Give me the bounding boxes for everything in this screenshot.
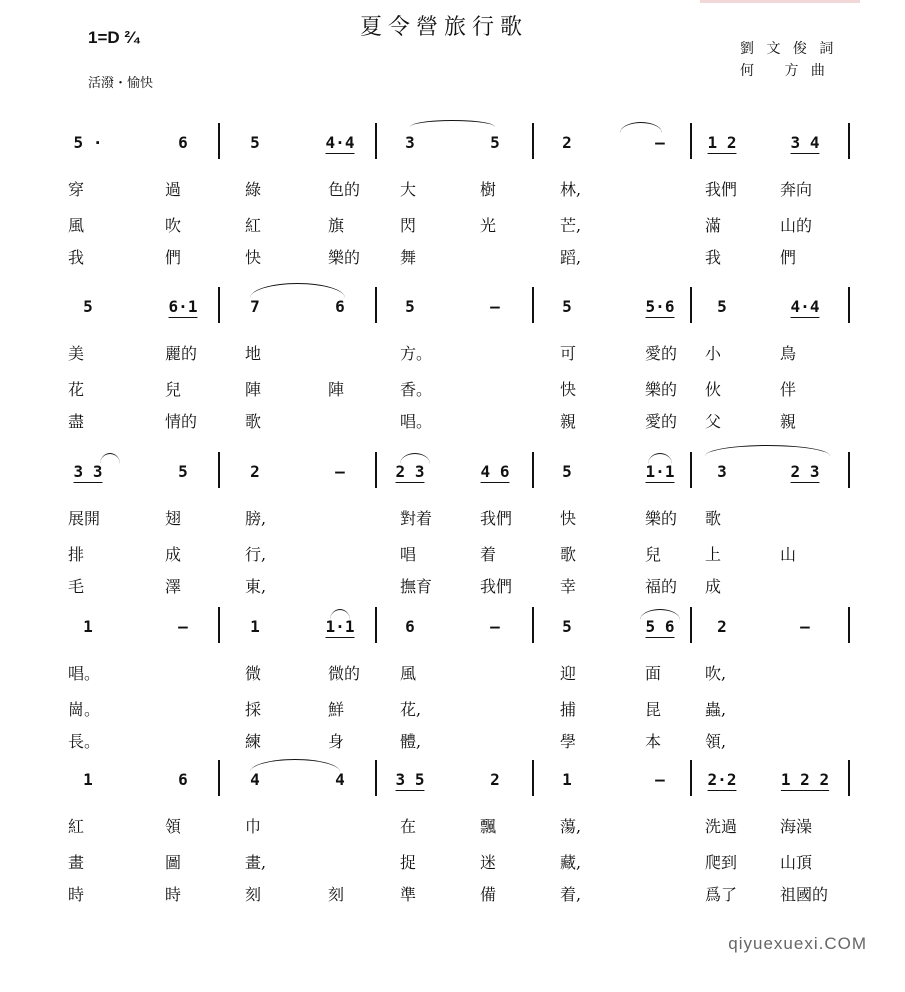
tempo-marking: 活潑・愉快 xyxy=(88,76,154,91)
slur-mark xyxy=(250,759,340,772)
lyric-syllable: 快 xyxy=(245,248,262,267)
lyric-syllable: 唱。 xyxy=(400,412,433,431)
lyric-syllable: 身 xyxy=(328,732,345,751)
note: 3 xyxy=(405,133,415,152)
lyric-syllable: 山頂 xyxy=(780,853,813,872)
note: 5 xyxy=(83,297,93,316)
lyric-syllable: 紅 xyxy=(68,817,85,836)
note: — xyxy=(800,617,810,636)
slur-mark xyxy=(100,453,120,464)
barline xyxy=(218,607,220,643)
lyric-syllable: 山的 xyxy=(780,216,813,235)
lyric-syllable: 綠 xyxy=(245,180,262,199)
lyric-syllable: 我們 xyxy=(705,180,738,199)
lyric-syllable: 上 xyxy=(705,545,722,564)
lyric-syllable: 我們 xyxy=(480,509,513,528)
lyric-syllable: 樂的 xyxy=(645,380,678,399)
lyric-syllable: 展開 xyxy=(68,509,101,528)
lyric-syllable: 大 xyxy=(400,180,417,199)
lyric-syllable: 爲了 xyxy=(705,885,738,904)
barline xyxy=(848,287,850,323)
lyric-syllable: 巾 xyxy=(245,817,262,836)
lyric-syllable: 歌 xyxy=(705,509,722,528)
composer-credit: 何 方 曲 xyxy=(740,63,829,79)
note: 5 xyxy=(562,617,572,636)
lyric-syllable: 蟲, xyxy=(705,700,727,719)
lyric-syllable: 兒 xyxy=(165,380,182,399)
note: 3 4 xyxy=(790,133,820,152)
barline xyxy=(532,607,534,643)
lyric-syllable: 們 xyxy=(165,248,182,267)
note: 2 xyxy=(490,770,500,789)
lyric-syllable: 花 xyxy=(68,380,85,399)
note: 2·2 xyxy=(707,770,737,789)
lyric-syllable: 領, xyxy=(705,732,727,751)
lyric-syllable: 山 xyxy=(780,545,797,564)
note: 1·1 xyxy=(325,617,355,636)
lyric-syllable: 樂的 xyxy=(328,248,361,267)
lyric-syllable: 伙 xyxy=(705,380,722,399)
note: 2 3 xyxy=(790,462,820,481)
lyric-syllable: 陣 xyxy=(328,380,345,399)
lyric-syllable: 捉 xyxy=(400,853,417,872)
slur-mark xyxy=(250,283,345,298)
note: 2 xyxy=(562,133,572,152)
note: 7 xyxy=(250,297,260,316)
note: 4·4 xyxy=(790,297,820,316)
lyric-syllable: 毛 xyxy=(68,577,85,596)
slur-mark xyxy=(410,120,495,127)
lyric-syllable: 吹 xyxy=(165,216,182,235)
lyric-syllable: 圖 xyxy=(165,853,182,872)
lyric-syllable: 膀, xyxy=(245,509,267,528)
slur-mark xyxy=(400,453,430,464)
lyric-syllable: 閃 xyxy=(400,216,417,235)
lyric-syllable: 親 xyxy=(780,412,797,431)
barline xyxy=(218,452,220,488)
note: 5 · xyxy=(73,133,103,152)
lyric-syllable: 東, xyxy=(245,577,267,596)
lyric-syllable: 捕 xyxy=(560,700,577,719)
slur-mark xyxy=(330,609,350,620)
note: 5 xyxy=(562,297,572,316)
note: 5 xyxy=(562,462,572,481)
barline xyxy=(848,607,850,643)
lyric-syllable: 刻 xyxy=(328,885,345,904)
lyric-syllable: 飄 xyxy=(480,817,497,836)
slur-mark xyxy=(620,122,662,133)
lyric-syllable: 愛的 xyxy=(645,412,678,431)
note: 6 xyxy=(335,297,345,316)
lyric-syllable: 紅 xyxy=(245,216,262,235)
barline xyxy=(375,287,377,323)
lyric-syllable: 色的 xyxy=(328,180,361,199)
lyric-syllable: 歌 xyxy=(245,412,262,431)
note: — xyxy=(655,770,665,789)
lyric-syllable: 麗的 xyxy=(165,344,198,363)
lyric-syllable: 迎 xyxy=(560,664,577,683)
lyric-syllable: 對着 xyxy=(400,509,433,528)
barline xyxy=(690,760,692,796)
lyric-syllable: 奔向 xyxy=(780,180,813,199)
lyric-syllable: 爬到 xyxy=(705,853,738,872)
note: 3 xyxy=(717,462,727,481)
note: — xyxy=(655,133,665,152)
lyric-syllable: 洗過 xyxy=(705,817,738,836)
lyric-syllable: 迷 xyxy=(480,853,497,872)
lyric-syllable: 海澡 xyxy=(780,817,813,836)
lyric-syllable: 香。 xyxy=(400,380,433,399)
lyric-syllable: 快 xyxy=(560,380,577,399)
barline xyxy=(848,123,850,159)
lyric-syllable: 風 xyxy=(400,664,417,683)
barline xyxy=(532,760,534,796)
lyric-syllable: 澤 xyxy=(165,577,182,596)
lyric-syllable: 芒, xyxy=(560,216,582,235)
lyric-syllable: 備 xyxy=(480,885,497,904)
barline xyxy=(532,123,534,159)
lyric-syllable: 舞 xyxy=(400,248,417,267)
lyric-syllable: 我 xyxy=(68,248,85,267)
note: 5 xyxy=(178,462,188,481)
note: — xyxy=(178,617,188,636)
lyric-syllable: 準 xyxy=(400,885,417,904)
top-edge-strip xyxy=(700,0,860,3)
lyric-syllable: 父 xyxy=(705,412,722,431)
lyric-syllable: 吹, xyxy=(705,664,727,683)
lyric-syllable: 們 xyxy=(780,248,797,267)
note: 3 3 xyxy=(73,462,103,481)
lyric-syllable: 小 xyxy=(705,344,722,363)
lyric-syllable: 可 xyxy=(560,344,577,363)
barline xyxy=(532,452,534,488)
lyric-syllable: 長。 xyxy=(68,732,101,751)
lyric-syllable: 幸 xyxy=(560,577,577,596)
note: 1 2 xyxy=(707,133,737,152)
lyric-syllable: 着 xyxy=(480,545,497,564)
note: 3 5 xyxy=(395,770,425,789)
note: 5 xyxy=(717,297,727,316)
lyric-syllable: 風 xyxy=(68,216,85,235)
lyric-syllable: 微 xyxy=(245,664,262,683)
watermark: qiyuexuexi.COM xyxy=(728,934,867,953)
note: 5 xyxy=(250,133,260,152)
song-title: 夏令營旅行歌 xyxy=(360,15,529,40)
note: — xyxy=(490,297,500,316)
note: 5 xyxy=(490,133,500,152)
lyric-syllable: 地 xyxy=(245,344,262,363)
lyric-syllable: 光 xyxy=(480,216,497,235)
barline xyxy=(375,760,377,796)
lyric-syllable: 在 xyxy=(400,817,417,836)
note: 6 xyxy=(178,770,188,789)
lyric-syllable: 情的 xyxy=(165,412,198,431)
note: 5 xyxy=(405,297,415,316)
lyric-syllable: 藏, xyxy=(560,853,582,872)
note: 6 xyxy=(178,133,188,152)
lyric-syllable: 撫育 xyxy=(400,577,433,596)
barline xyxy=(532,287,534,323)
note: 1 xyxy=(83,770,93,789)
lyric-syllable: 旗 xyxy=(328,216,345,235)
lyric-syllable: 蕩, xyxy=(560,817,582,836)
slur-mark xyxy=(705,445,830,456)
lyric-syllable: 鳥 xyxy=(780,344,797,363)
note: 1 2 2 xyxy=(780,770,830,789)
lyric-syllable: 本 xyxy=(645,732,662,751)
lyric-syllable: 親 xyxy=(560,412,577,431)
note: 4 xyxy=(335,770,345,789)
note: — xyxy=(335,462,345,481)
lyric-syllable: 昆 xyxy=(645,700,662,719)
lyric-syllable: 崗。 xyxy=(68,700,101,719)
lyric-syllable: 過 xyxy=(165,180,182,199)
lyric-syllable: 歌 xyxy=(560,545,577,564)
lyric-syllable: 伴 xyxy=(780,380,797,399)
lyric-syllable: 唱。 xyxy=(68,664,101,683)
lyric-syllable: 着, xyxy=(560,885,582,904)
barline xyxy=(690,123,692,159)
lyric-syllable: 體, xyxy=(400,732,422,751)
note: 1 xyxy=(83,617,93,636)
lyric-syllable: 福的 xyxy=(645,577,678,596)
lyric-syllable: 練 xyxy=(245,732,262,751)
lyric-syllable: 成 xyxy=(165,545,182,564)
lyric-syllable: 學 xyxy=(560,732,577,751)
barline xyxy=(375,607,377,643)
key-signature: 1=D ²⁄₄ xyxy=(88,28,141,47)
lyric-syllable: 蹈, xyxy=(560,248,582,267)
lyric-syllable: 畫 xyxy=(68,853,85,872)
note: 1 xyxy=(562,770,572,789)
lyric-syllable: 滿 xyxy=(705,216,722,235)
lyric-syllable: 愛的 xyxy=(645,344,678,363)
barline xyxy=(375,452,377,488)
lyric-syllable: 美 xyxy=(68,344,85,363)
note: 5·6 xyxy=(645,297,675,316)
lyric-syllable: 花, xyxy=(400,700,422,719)
note: 2 xyxy=(250,462,260,481)
barline xyxy=(690,287,692,323)
lyricist-credit: 劉 文 俊 詞 xyxy=(740,41,838,57)
note: — xyxy=(490,617,500,636)
lyric-syllable: 領 xyxy=(165,817,182,836)
note: 1 xyxy=(250,617,260,636)
lyric-syllable: 成 xyxy=(705,577,722,596)
barline xyxy=(848,452,850,488)
lyric-syllable: 盡 xyxy=(68,412,85,431)
lyric-syllable: 翅 xyxy=(165,509,182,528)
lyric-syllable: 排 xyxy=(68,545,85,564)
note: 6·1 xyxy=(168,297,198,316)
lyric-syllable: 微的 xyxy=(328,664,361,683)
lyric-syllable: 行, xyxy=(245,545,267,564)
slur-mark xyxy=(640,609,680,620)
lyric-syllable: 樂的 xyxy=(645,509,678,528)
lyric-syllable: 面 xyxy=(645,664,662,683)
lyric-syllable: 畫, xyxy=(245,853,267,872)
lyric-syllable: 兒 xyxy=(645,545,662,564)
lyric-syllable: 唱 xyxy=(400,545,417,564)
note: 2 xyxy=(717,617,727,636)
lyric-syllable: 我們 xyxy=(480,577,513,596)
barline xyxy=(218,760,220,796)
note: 5 6 xyxy=(645,617,675,636)
slur-mark xyxy=(648,453,672,464)
barline xyxy=(218,123,220,159)
barline xyxy=(690,607,692,643)
lyric-syllable: 刻 xyxy=(245,885,262,904)
note: 6 xyxy=(405,617,415,636)
barline xyxy=(848,760,850,796)
lyric-syllable: 方。 xyxy=(400,344,433,363)
lyric-syllable: 我 xyxy=(705,248,722,267)
lyric-syllable: 採 xyxy=(245,700,262,719)
lyric-syllable: 樹 xyxy=(480,180,497,199)
note: 4 6 xyxy=(480,462,510,481)
note: 4·4 xyxy=(325,133,355,152)
note: 1·1 xyxy=(645,462,675,481)
note: 4 xyxy=(250,770,260,789)
lyric-syllable: 穿 xyxy=(68,180,85,199)
barline xyxy=(218,287,220,323)
lyric-syllable: 林, xyxy=(560,180,582,199)
lyric-syllable: 鮮 xyxy=(328,700,345,719)
note: 2 3 xyxy=(395,462,425,481)
lyric-syllable: 陣 xyxy=(245,380,262,399)
lyric-syllable: 快 xyxy=(560,509,577,528)
lyric-syllable: 時 xyxy=(165,885,182,904)
barline xyxy=(375,123,377,159)
lyric-syllable: 時 xyxy=(68,885,85,904)
lyric-syllable: 祖國的 xyxy=(780,885,829,904)
barline xyxy=(690,452,692,488)
